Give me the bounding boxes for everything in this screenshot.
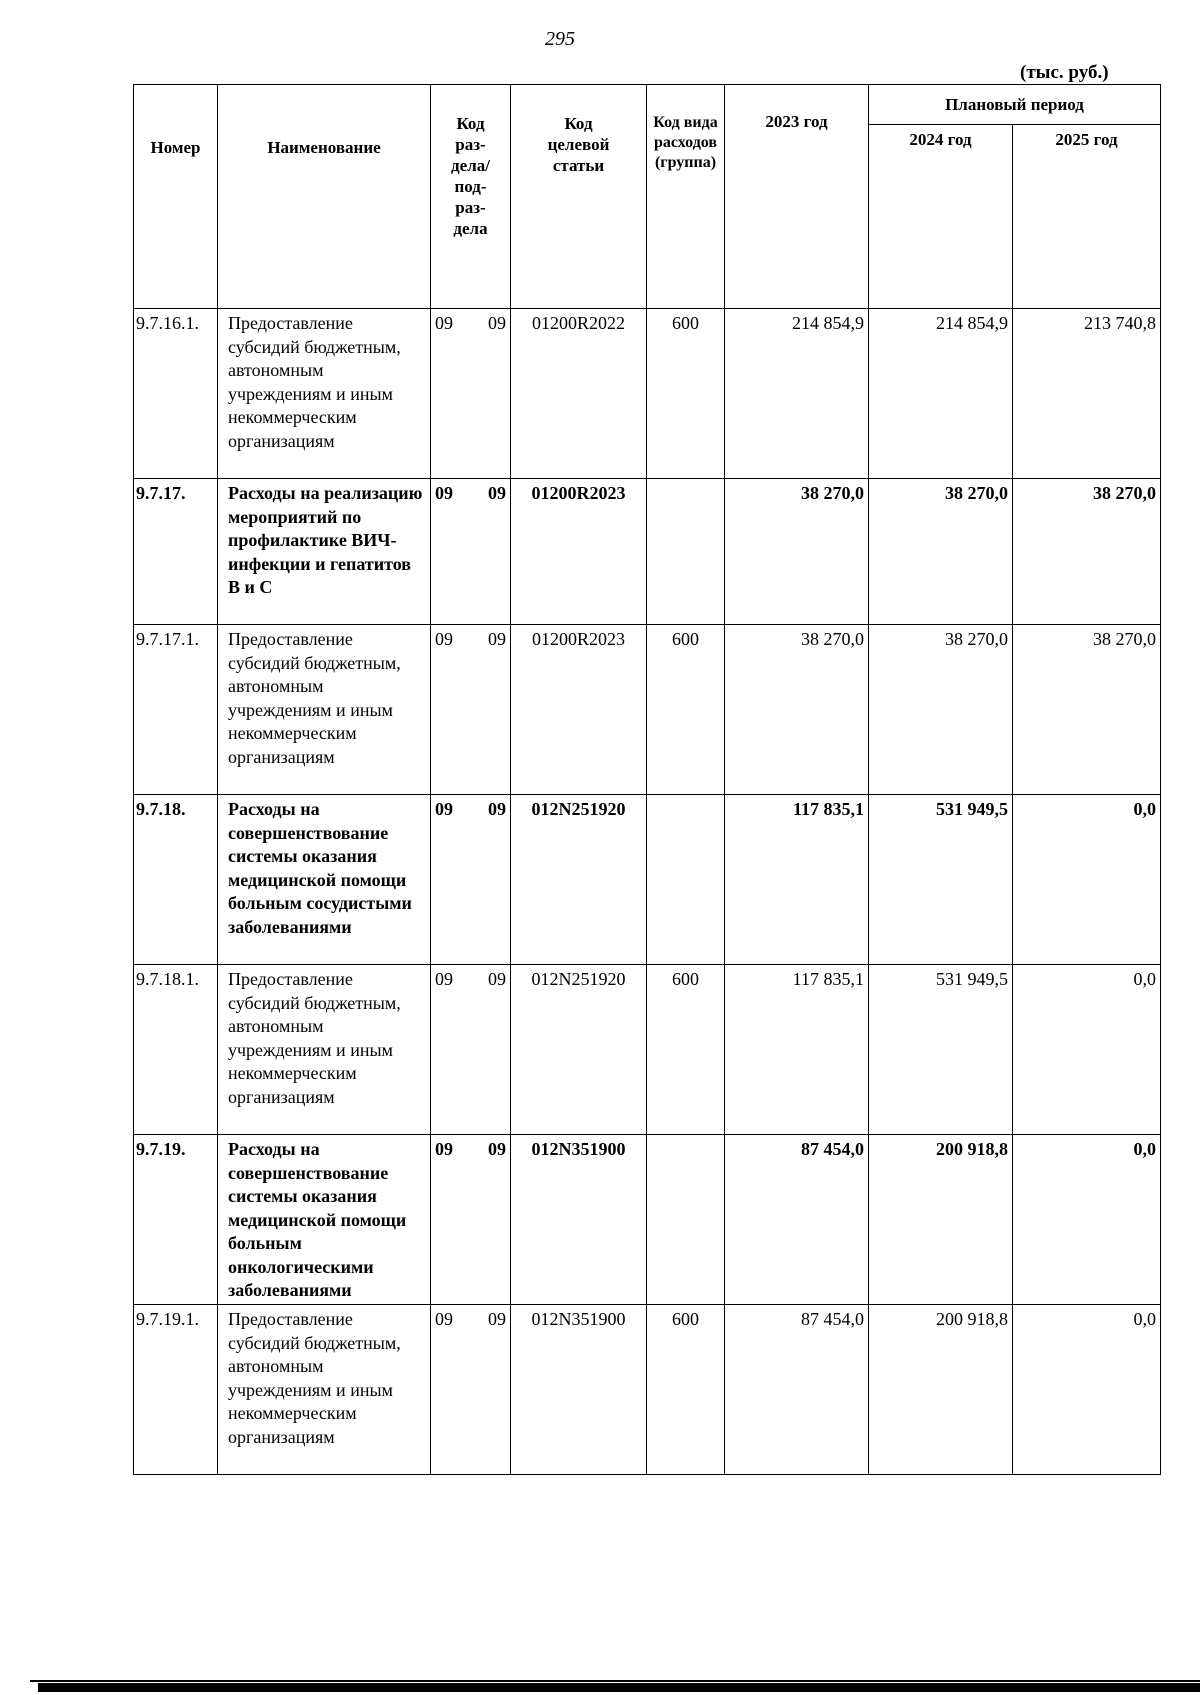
row-value-2025: 0,0: [1013, 795, 1161, 965]
row-number: 9.7.19.1.: [134, 1305, 218, 1475]
row-section-code: 09: [435, 799, 453, 819]
row-target-code: 01200R2023: [511, 479, 647, 625]
row-name: Расходы на совершенствование системы оказания медицинской помощи больным онкологическими заболеваниями: [218, 1135, 431, 1305]
row-subsection-code: 09: [488, 629, 506, 649]
row-section: [431, 479, 511, 625]
row-subsection-code: 09: [488, 313, 506, 333]
row-section: [431, 965, 511, 1135]
row-subsection-code: 09: [488, 483, 506, 503]
header-number: Номер: [134, 85, 218, 309]
row-section-code: 09: [435, 313, 453, 333]
row-value-2023: 87 454,0: [725, 1305, 869, 1475]
row-value-2025: 0,0: [1013, 965, 1161, 1135]
row-value-2023: 214 854,9: [725, 309, 869, 479]
row-section-code: 09: [435, 629, 453, 649]
row-expense-type: 600: [647, 309, 725, 479]
row-value-2023: 117 835,1: [725, 795, 869, 965]
bottom-rule: [38, 1683, 1200, 1692]
row-expense-type: [647, 795, 725, 965]
row-target-code: 012N251920: [511, 965, 647, 1135]
row-number: 9.7.19.: [134, 1135, 218, 1305]
header-target: Код целевой статьи: [511, 85, 647, 309]
row-section-code: 09: [435, 1309, 453, 1329]
row-section-code: 09: [435, 483, 453, 503]
row-name: Предоставление субсидий бюджетным, автономным учреждениям и иным некоммерческим организациям: [218, 965, 431, 1135]
table-row: [134, 795, 1161, 965]
row-section: [431, 1135, 511, 1305]
row-expense-type: 600: [647, 1305, 725, 1475]
row-name: Расходы на совершенствование системы оказания медицинской помощи больным сосудистыми заболеваниями: [218, 795, 431, 965]
row-value-2023: 117 835,1: [725, 965, 869, 1135]
row-number: 9.7.17.: [134, 479, 218, 625]
header-2025: 2025 год: [1013, 125, 1161, 309]
row-value-2023: 87 454,0: [725, 1135, 869, 1305]
row-value-2024: 200 918,8: [869, 1135, 1013, 1305]
row-name: Предоставление субсидий бюджетным, автономным учреждениям и иным некоммерческим организациям: [218, 309, 431, 479]
table-row: [134, 965, 1161, 1135]
units-label: (тыс. руб.): [1020, 62, 1109, 83]
row-number: 9.7.18.1.: [134, 965, 218, 1135]
header-name: Наименование: [218, 85, 431, 309]
row-name: Предоставление субсидий бюджетным, автономным учреждениям и иным некоммерческим организациям: [218, 625, 431, 795]
row-section: [431, 1305, 511, 1475]
row-value-2024: 38 270,0: [869, 479, 1013, 625]
row-value-2023: 38 270,0: [725, 625, 869, 795]
row-target-code: 01200R2023: [511, 625, 647, 795]
header-2023: 2023 год: [725, 85, 869, 309]
row-target-code: 01200R2022: [511, 309, 647, 479]
row-number: 9.7.16.1.: [134, 309, 218, 479]
row-value-2024: 531 949,5: [869, 795, 1013, 965]
row-section: [431, 309, 511, 479]
table-row: [134, 479, 1161, 625]
row-value-2024: 200 918,8: [869, 1305, 1013, 1475]
row-value-2025: 0,0: [1013, 1305, 1161, 1475]
row-expense-type: [647, 1135, 725, 1305]
row-value-2025: 38 270,0: [1013, 479, 1161, 625]
row-value-2024: 38 270,0: [869, 625, 1013, 795]
budget-table: [133, 84, 1161, 1475]
row-section-code: 09: [435, 1139, 453, 1159]
row-target-code: 012N351900: [511, 1135, 647, 1305]
header-section: Код раз- дела/ под- раз- дела: [431, 85, 511, 309]
row-target-code: 012N251920: [511, 795, 647, 965]
row-name: Расходы на реализацию мероприятий по профилактике ВИЧ-инфекции и гепатитов B и C: [218, 479, 431, 625]
row-subsection-code: 09: [488, 799, 506, 819]
row-subsection-code: 09: [488, 1309, 506, 1329]
row-expense-type: 600: [647, 625, 725, 795]
row-value-2025: 0,0: [1013, 1135, 1161, 1305]
header-type: Код вида расходов (группа): [647, 85, 725, 309]
row-section-code: 09: [435, 969, 453, 989]
row-section: [431, 625, 511, 795]
page-number: 295: [545, 28, 575, 50]
row-value-2024: 214 854,9: [869, 309, 1013, 479]
row-value-2023: 38 270,0: [725, 479, 869, 625]
table-row: [134, 625, 1161, 795]
bottom-rule-thin: [30, 1680, 1200, 1682]
row-subsection-code: 09: [488, 969, 506, 989]
row-expense-type: 600: [647, 965, 725, 1135]
table-row: [134, 309, 1161, 479]
row-number: 9.7.18.: [134, 795, 218, 965]
row-value-2024: 531 949,5: [869, 965, 1013, 1135]
row-section: [431, 795, 511, 965]
row-target-code: 012N351900: [511, 1305, 647, 1475]
row-expense-type: [647, 479, 725, 625]
row-value-2025: 38 270,0: [1013, 625, 1161, 795]
row-number: 9.7.17.1.: [134, 625, 218, 795]
row-subsection-code: 09: [488, 1139, 506, 1159]
header-2024: 2024 год: [869, 125, 1013, 309]
row-name: Предоставление субсидий бюджетным, автономным учреждениям и иным некоммерческим организациям: [218, 1305, 431, 1475]
header-planned-period: Плановый период: [869, 85, 1161, 125]
table-row: [134, 1135, 1161, 1305]
row-value-2025: 213 740,8: [1013, 309, 1161, 479]
table-row: [134, 1305, 1161, 1475]
